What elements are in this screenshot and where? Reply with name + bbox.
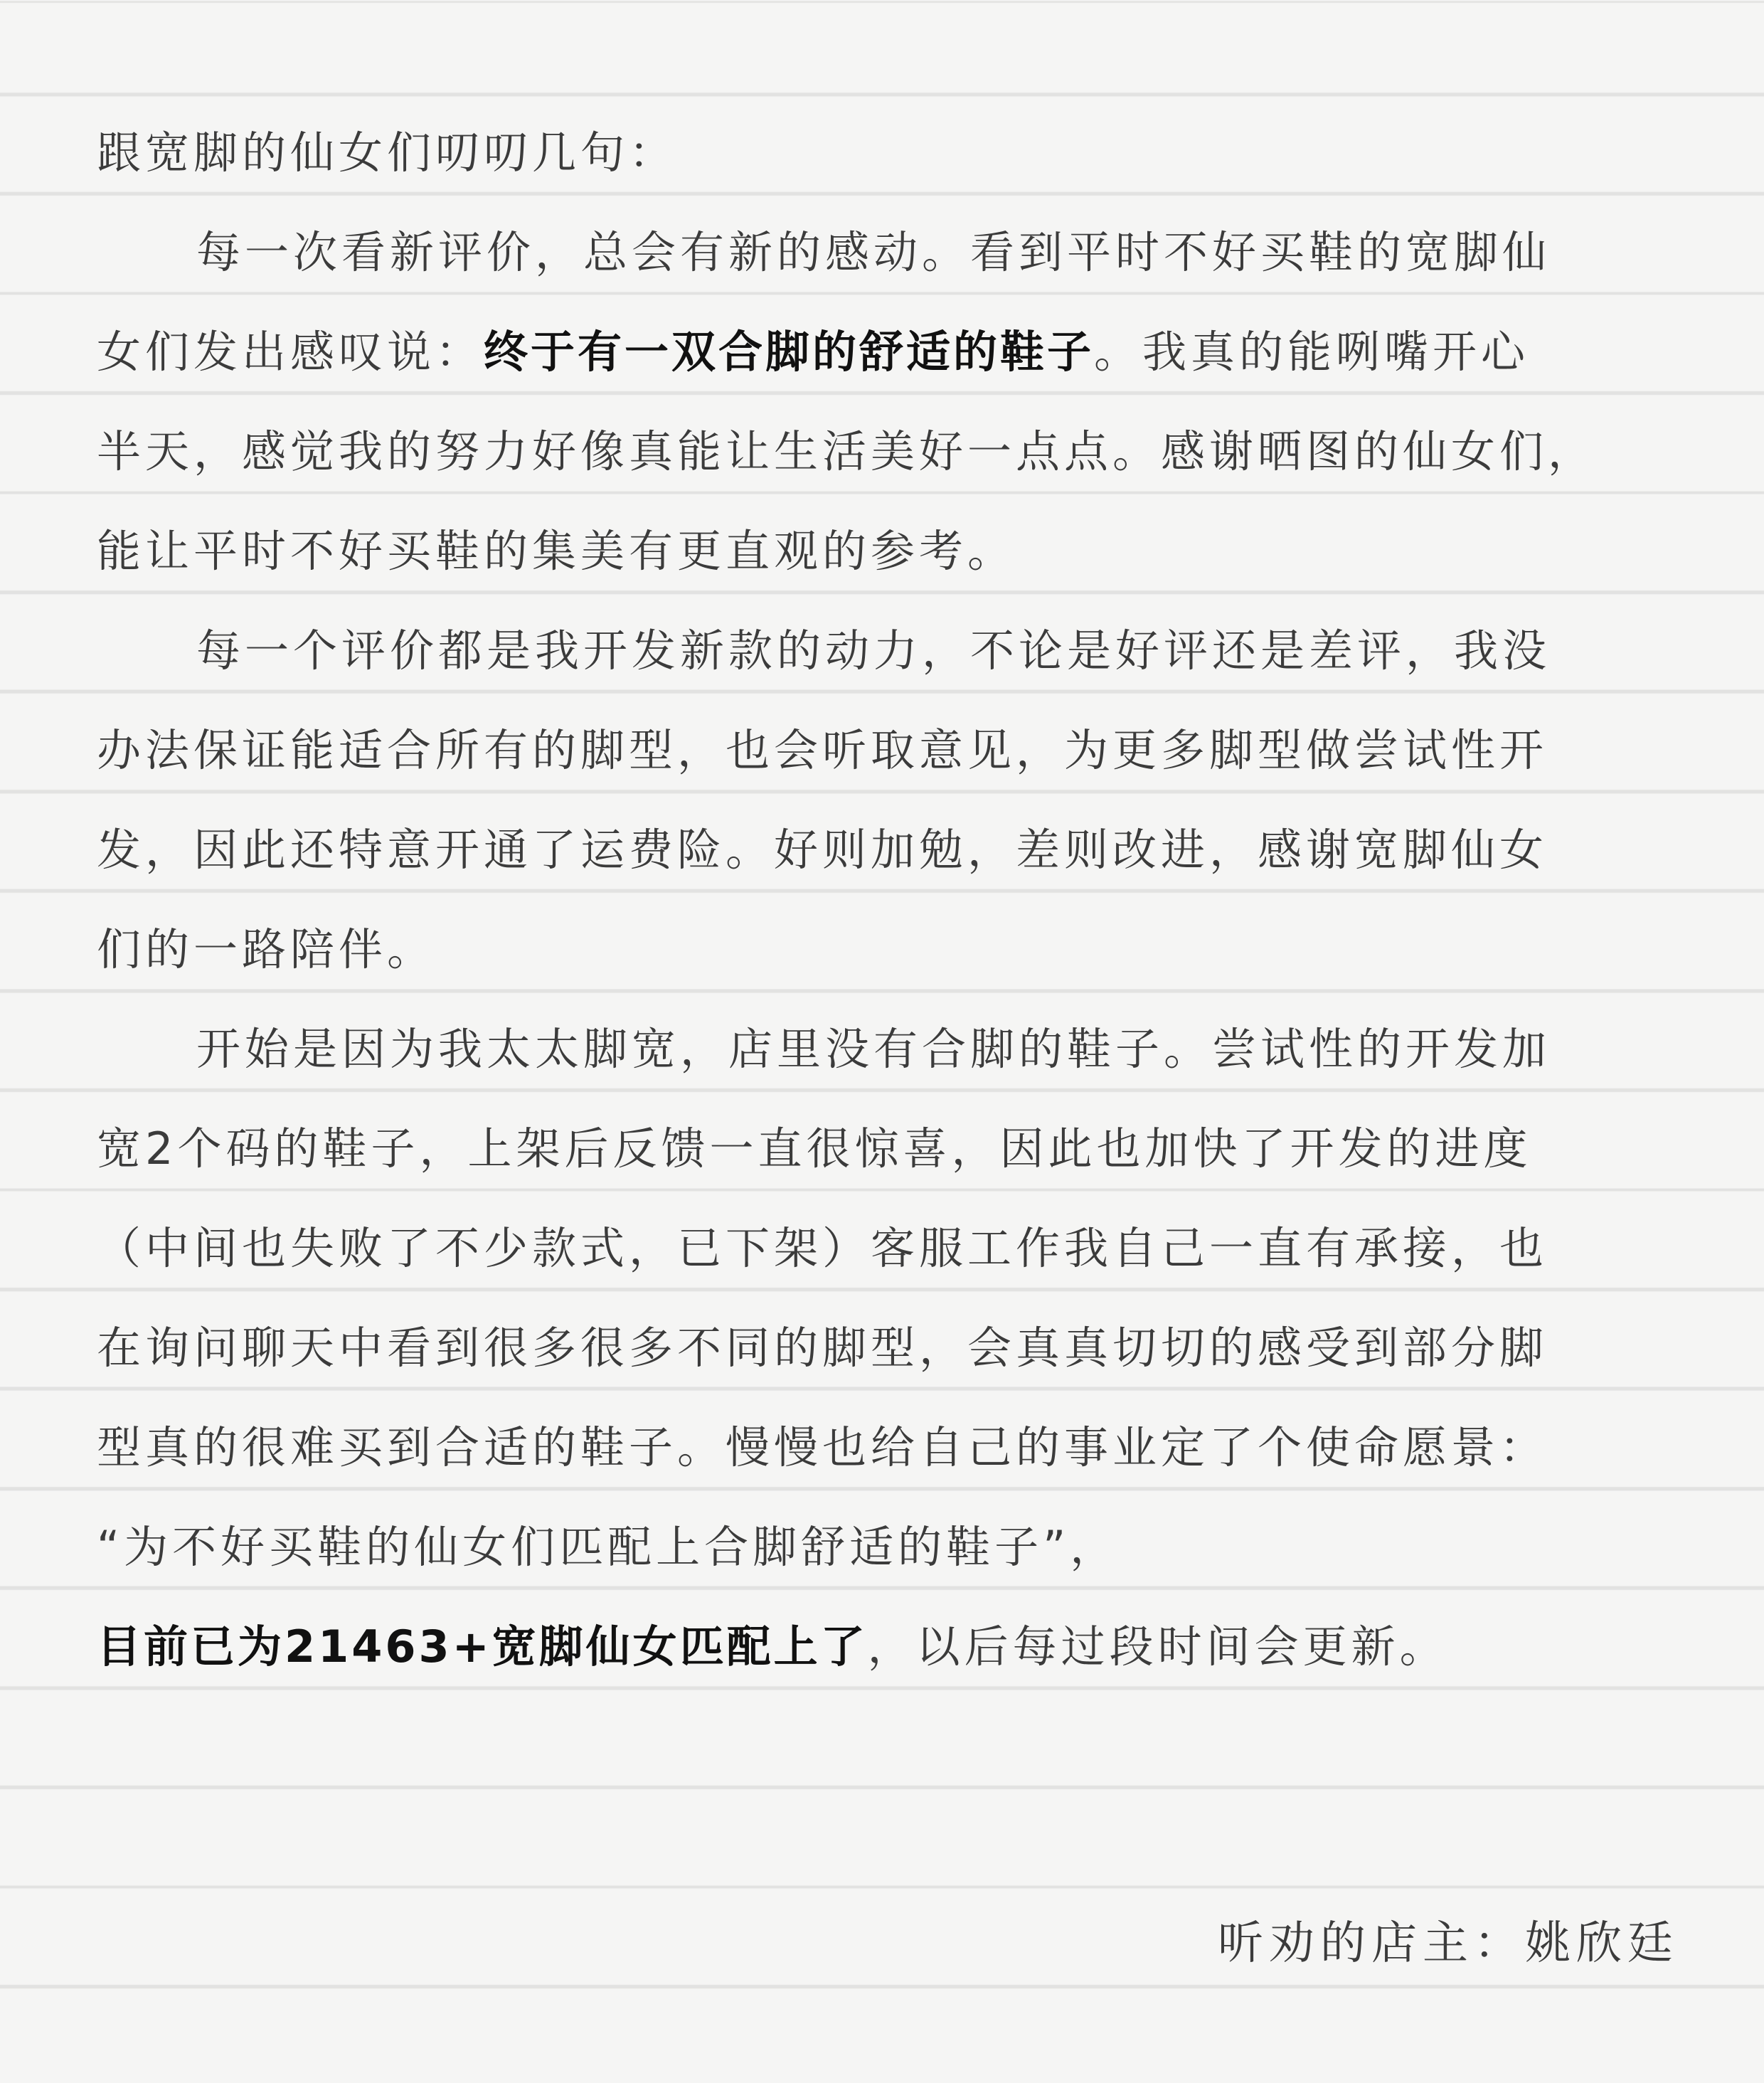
paragraph-2-line-4: [97, 900, 1683, 1000]
paragraph-2-line-1: [97, 601, 1683, 701]
paragraph-1-line-2: [97, 302, 1683, 402]
paragraph-1-line-4: [97, 502, 1683, 601]
paragraph-text: 开始是因为我太太脚宽，店里没有合脚的鞋子。尝试性的开发加: [196, 1023, 1551, 1075]
paragraph-text: 发，因此还特意开通了运费险。好则加勉，差则改进，感谢宽脚仙女: [97, 824, 1548, 876]
paragraph-3-line-1: [97, 1000, 1683, 1099]
paragraph-text: 型真的很难买到合适的鞋子。慢慢也给自己的事业定了个使命愿景：: [97, 1421, 1548, 1473]
paragraph-3-line-5: [97, 1398, 1683, 1498]
paragraph-3-line-4: [97, 1298, 1683, 1398]
paragraph-text: 能让平时不好买鞋的集美有更直观的参考。: [97, 525, 1016, 577]
customer-count-highlight: 目前已为21463+宽脚仙女匹配上了: [97, 1621, 868, 1673]
paragraph-text: 们的一路陪伴。: [97, 923, 436, 975]
paragraph-2-line-3: [97, 800, 1683, 900]
paragraph-text: （中间也失败了不少款式，已下架）客服工作我自己一直有承接，也: [97, 1222, 1548, 1274]
highlighted-quote: 终于有一双合脚的舒适的鞋子: [484, 326, 1095, 378]
paragraph-2-line-2: [97, 701, 1683, 800]
paragraph-text: 办法保证能适合所有的脚型，也会听取意见，为更多脚型做尝试性开: [97, 724, 1548, 776]
paragraph-1-line-3: [97, 402, 1683, 502]
paragraph-3-line-7: [97, 1597, 1683, 1697]
heading-text: 跟宽脚的仙女们叨叨几句：: [97, 127, 678, 179]
paragraph-text: ，以后每过段时间会更新。: [867, 1621, 1448, 1673]
paragraph-3-line-2: [97, 1099, 1683, 1199]
signature: 听劝的店主：姚欣廷: [1218, 1917, 1679, 1970]
paragraph-text: 每一个评价都是我开发新款的动力，不论是好评还是差评，我没: [196, 625, 1551, 677]
paragraph-1-line-1: [97, 203, 1683, 302]
paragraph-text: 在询问聊天中看到很多很多不同的脚型，会真真切切的感受到部分脚: [97, 1322, 1548, 1374]
paragraph-text: 宽2个码的鞋子，上架后反馈一直很惊喜，因此也加快了开发的进度: [97, 1123, 1532, 1175]
paragraph-text: 。我真的能咧嘴开心: [1094, 326, 1530, 378]
paragraph-text: 女们发出感叹说：: [97, 326, 484, 378]
paragraph-3-line-6: [97, 1498, 1683, 1597]
paragraph-text: 每一次看新评价，总会有新的感动。看到平时不好买鞋的宽脚仙: [196, 226, 1551, 278]
paragraph-text: 半天，感觉我的努力好像真能让生活美好一点点。感谢晒图的仙女们，: [97, 425, 1597, 477]
heading: [97, 103, 1683, 203]
mission-quote: “为不好买鞋的仙女们匹配上合脚舒适的鞋子”，: [97, 1521, 1119, 1573]
paragraph-3-line-3: [97, 1199, 1683, 1298]
